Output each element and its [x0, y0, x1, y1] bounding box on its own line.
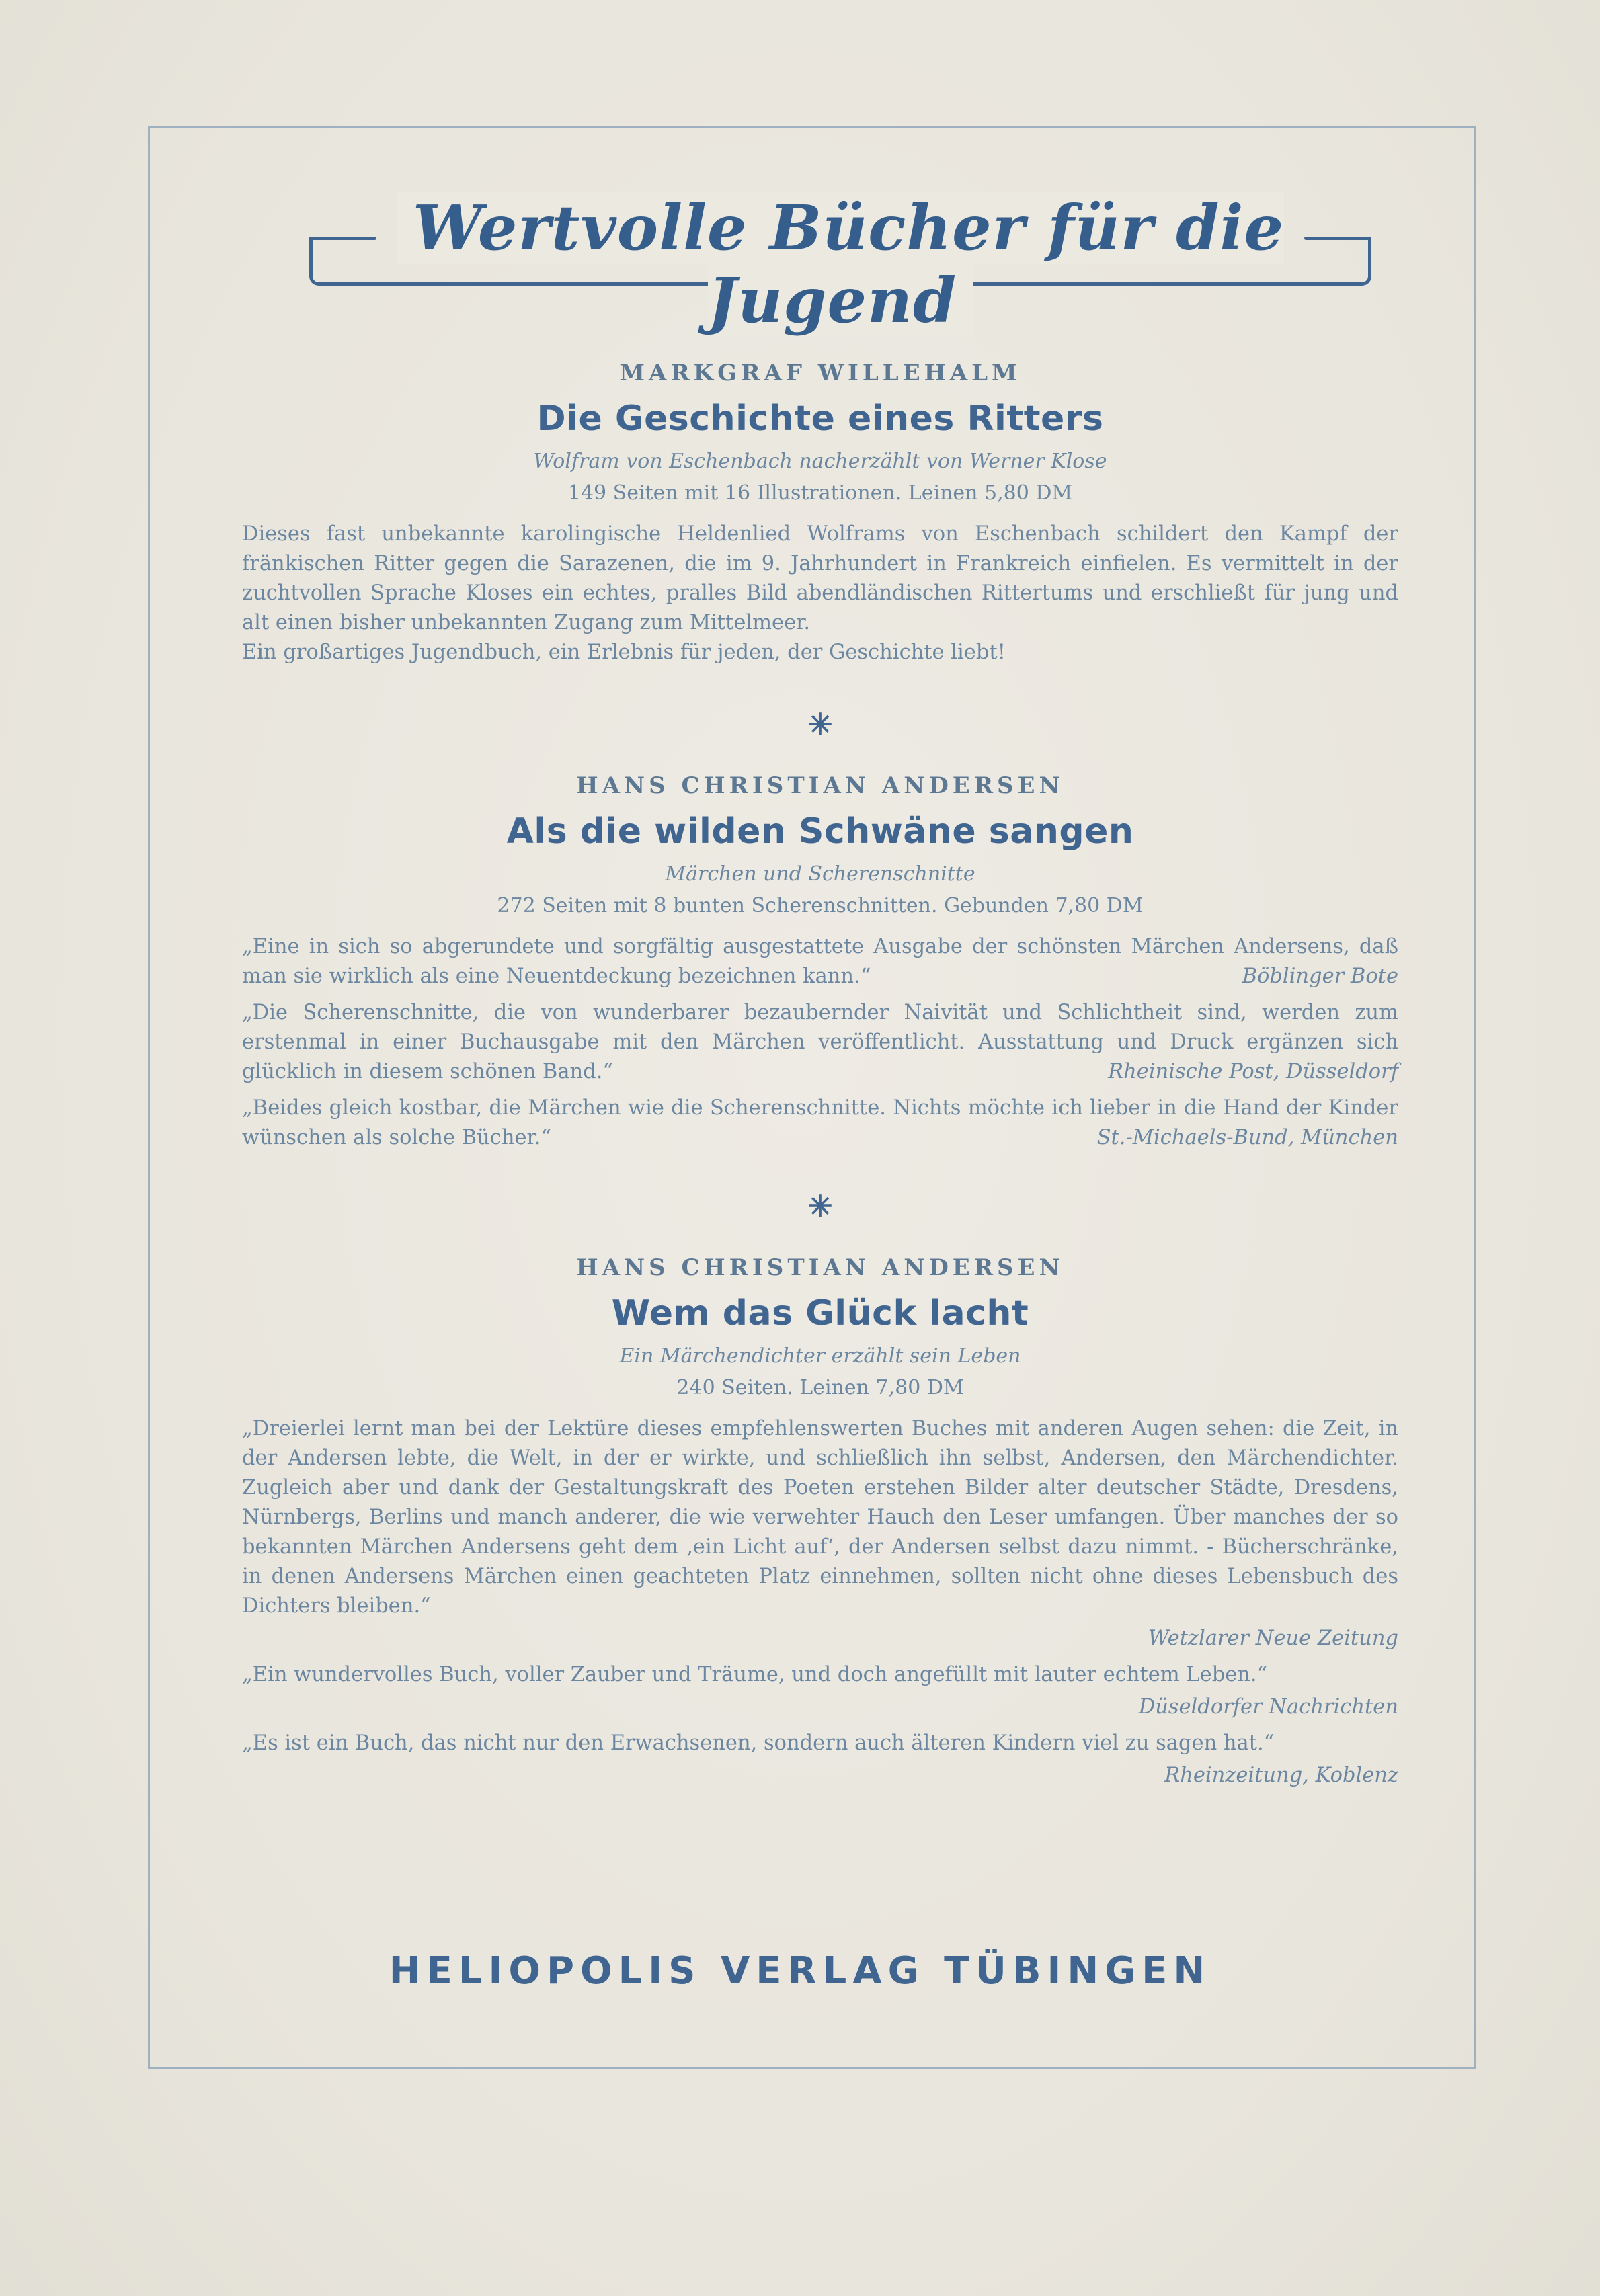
review-text: „Die Scherenschnitte, die von wunderbarer bezaubernder Naivität und Schlichtheit sind, werden zum erstenmal in einer Buchausgabe mit den Märchen veröffentlicht. Ausstattung und Druck ergänzen sich glücklich in diesem schönen Band.“ [242, 1001, 1398, 1083]
review-source: Wetzlarer Neue Zeitung [1148, 1627, 1398, 1650]
book-title: Wem das Glück lacht [611, 1293, 1029, 1334]
book-title: Die Geschichte eines Ritters [536, 399, 1104, 439]
review-quote [242, 1729, 1398, 1791]
review-quote [242, 932, 1398, 991]
content [242, 175, 1398, 1791]
book-author: MARKGRAF WILLEHALM [619, 360, 1021, 386]
book-details: 240 Seiten. Leinen 7,80 DM [676, 1376, 964, 1399]
book-author: HANS CHRISTIAN ANDERSEN [576, 1254, 1064, 1281]
review-source: St.-Michaels-Bund, München [1096, 1126, 1398, 1149]
review-text: „Dreierlei lernt man bei der Lektüre dieses empfehlenswerten Buches mit anderen Augen sehen: die Zeit, in der Andersen lebte, die Welt, in der er wirkte, und schließlich ihn selbst, Andersen, den Märchendichter. Zugleich aber und dank der Gestaltungskraft des Poeten erstehen Bilder alter deutscher Städte, Dresdens, Nürnbergs, Berlins und manch anderer, die wie verwehter Hauch den Leser umfangen. Über manches der so bekannten Märchen Andersens geht dem ‚ein Licht auf‘, der Andersen selbst dazu nimmt. - Bücherschränke, in denen Andersens Märchen einen geachteten Platz einnehmen, sollten nicht ohne dieses Lebensbuch des Dichters bleiben.“ [242, 1417, 1398, 1618]
review-quote [242, 998, 1398, 1087]
page-title [309, 192, 1371, 337]
review-source: Rheinische Post, Düsseldorf [1108, 1060, 1398, 1083]
page-title-text: Wertvolle Bücher für die Jugend [397, 192, 1284, 337]
review-quote [242, 1094, 1398, 1153]
book-title: Als die wilden Schwäne sangen [506, 811, 1134, 852]
book-details: 149 Seiten mit 16 Illustrationen. Leinen 5,80 DM [567, 481, 1073, 505]
book-details: 272 Seiten mit 8 bunten Scherenschnitten. Gebunden 7,80 DM [497, 894, 1144, 917]
review-source: Düseldorfer Nachrichten [1138, 1695, 1398, 1719]
book-entry [242, 1254, 1398, 1399]
book-subtitle: Märchen und Scherenschnitte [665, 862, 975, 886]
review-text: „Beides gleich kostbar, die Märchen wie die Scherenschnitte. Nichts möchte ich lieber in die Hand der Kinder wünschen als solche Bücher.“ [242, 1096, 1398, 1149]
review-quote [242, 1660, 1398, 1722]
book-entry [242, 360, 1398, 505]
review-text: „Es ist ein Buch, das nicht nur den Erwachsenen, sondern auch älteren Kindern viel zu sagen hat.“ [242, 1731, 1275, 1755]
review-source: Rheinzeitung, Koblenz [1164, 1764, 1398, 1787]
book-entry [242, 772, 1398, 917]
separator-asterisk-icon: ✳ [807, 708, 833, 742]
book-subtitle: Ein Märchendichter erzählt sein Leben [619, 1344, 1021, 1368]
book-description: Dieses fast unbekannte karolingische Heldenlied Wolframs von Eschenbach schildert den Kampf der fränkischen Ritter gegen die Sarazenen, die im 9. Jahrhundert in Frankreich einfielen. Es vermittelt in der zuchtvollen Sprache Kloses ein echtes, pralles Bild abendländischen Rittertums und erschließt für jung und alt einen bisher unbekannten Zugang zum Mittelmeer. [242, 522, 1398, 634]
review-text: „Eine in sich so abgerundete und sorgfältig ausgestattete Ausgabe der schönsten Märchen Andersens, daß man sie wirklich als eine Neuentdeckung bezeichnen kann.“ [242, 935, 1398, 988]
book-subtitle: Wolfram von Eschenbach nacherzählt von Werner Klose [533, 450, 1107, 473]
publisher-name: HELIOPOLIS VERLAG TÜBINGEN [389, 1949, 1211, 1993]
book-description-closing: Ein großartiges Jugendbuch, ein Erlebnis für jeden, der Geschichte liebt! [242, 641, 1006, 664]
review-quote [242, 1414, 1398, 1653]
review-text: „Ein wundervolles Buch, voller Zauber und Träume, und doch angefüllt mit lauter echtem Leben.“ [242, 1663, 1268, 1686]
header-banner [309, 175, 1371, 337]
separator-asterisk-icon: ✳ [807, 1190, 833, 1224]
review-source: Böblinger Bote [1242, 965, 1398, 988]
book-author: HANS CHRISTIAN ANDERSEN [576, 772, 1064, 799]
